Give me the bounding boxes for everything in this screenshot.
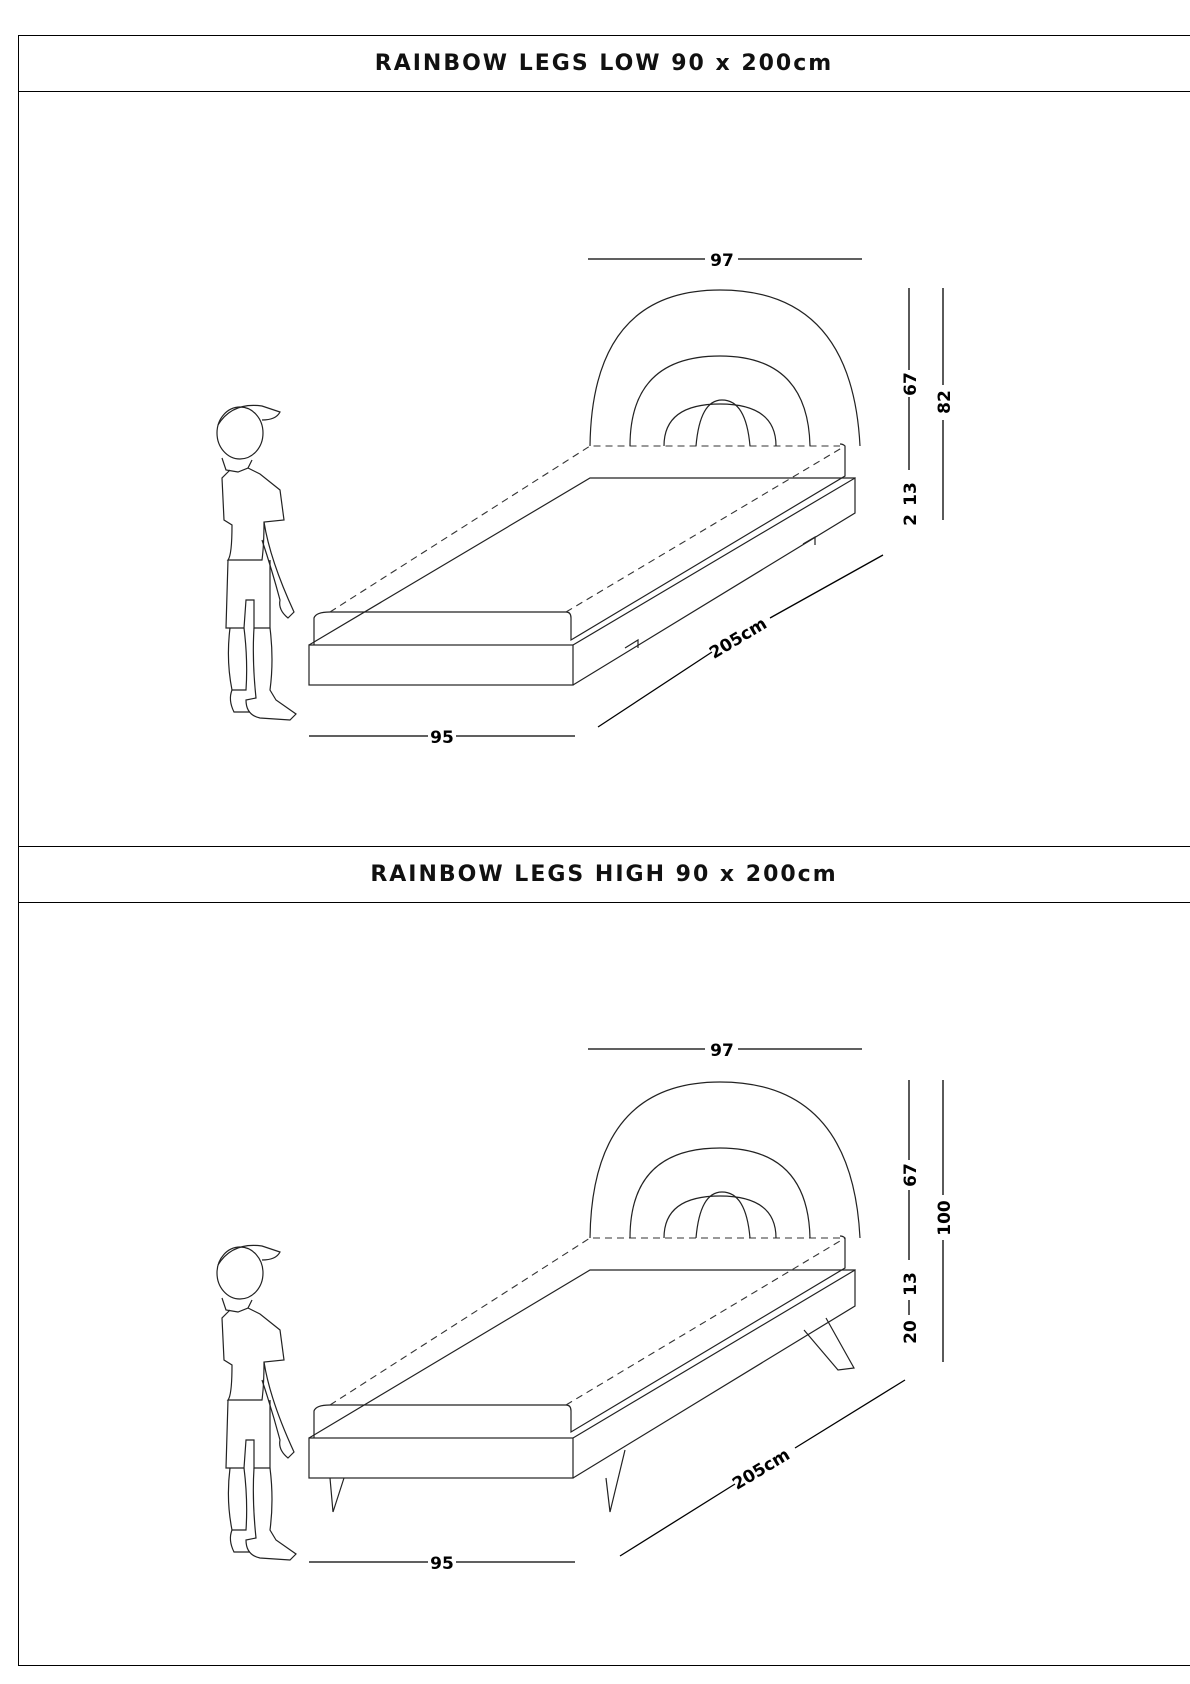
child-figure <box>217 405 296 720</box>
dim-length: 205cm <box>706 613 771 664</box>
section-title: RAINBOW LEGS LOW 90 x 200cm <box>374 50 834 76</box>
dim-width: 95 <box>430 728 454 748</box>
child-figure <box>217 1245 296 1560</box>
dimensions-high <box>309 1041 955 1574</box>
dim-width: 95 <box>430 1554 454 1574</box>
dim-headboard-width: 97 <box>710 251 734 271</box>
dimensions-low <box>309 251 955 748</box>
bed-low <box>309 444 855 685</box>
bed-drawing-high <box>0 846 1190 1666</box>
dim-leg-height: 20 <box>901 1320 921 1344</box>
dim-frame-height: 13 <box>901 482 921 506</box>
dim-total-height: 100 <box>935 1200 955 1236</box>
section-title: RAINBOW LEGS HIGH 90 x 200cm <box>370 861 838 887</box>
dim-length: 205cm <box>729 1444 794 1495</box>
dim-headboard-width: 97 <box>710 1041 734 1061</box>
dim-leg-height: 2 <box>901 514 921 526</box>
rainbow-headboard <box>590 290 860 446</box>
dim-headboard-height: 67 <box>901 1163 921 1187</box>
dim-frame-height: 13 <box>901 1272 921 1296</box>
dim-headboard-height: 67 <box>901 372 921 396</box>
dim-total-height: 82 <box>935 390 955 414</box>
rainbow-headboard <box>590 1082 860 1238</box>
